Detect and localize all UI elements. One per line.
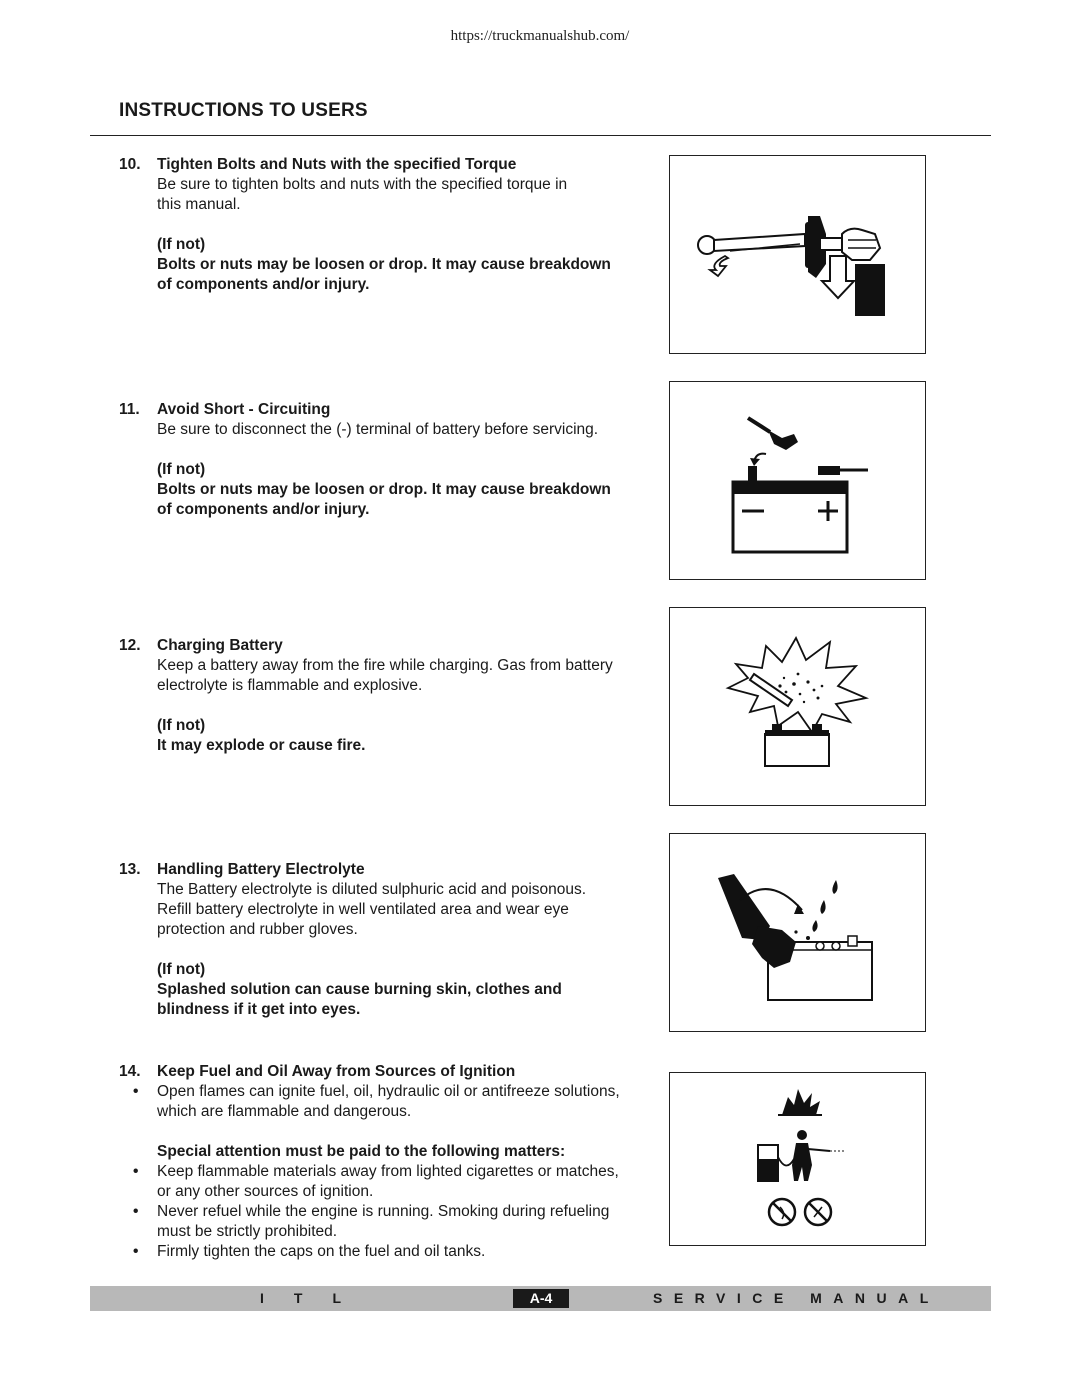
body-line: Be sure to disconnect the (-) terminal of battery before servicing.: [157, 421, 599, 438]
if-not-label: (If not): [157, 717, 206, 734]
attention-heading: Special attention must be paid to the following matters:: [157, 1143, 566, 1160]
body-line: Keep a battery away from the fire while charging. Gas from battery: [157, 657, 613, 674]
section-heading: Charging Battery: [157, 637, 283, 654]
consequence-line: Splashed solution can cause burning skin, clothes and: [157, 981, 562, 998]
footer-bar: [90, 1286, 991, 1311]
battery-explosion-icon: [669, 607, 926, 806]
section-heading: Handling Battery Electrolyte: [157, 861, 365, 878]
bullet-line: which are flammable and dangerous.: [157, 1103, 412, 1120]
electrolyte-splash-icon: [669, 833, 926, 1032]
section-number: 10.: [119, 156, 141, 173]
bullet-item: [133, 1082, 627, 1122]
bullet-item: [133, 1202, 627, 1242]
if-not-label: (If not): [157, 961, 206, 978]
bullet-line: Keep flammable materials away from lighted cigarettes or matches,: [157, 1163, 619, 1180]
section-heading: Keep Fuel and Oil Away from Sources of Ignition: [157, 1063, 516, 1080]
body-line: electrolyte is flammable and explosive.: [157, 677, 423, 694]
bullet-line: Firmly tighten the caps on the fuel and oil tanks.: [157, 1243, 486, 1260]
footer-manual-title: SERVICE MANUAL: [653, 1290, 940, 1306]
body-line: Refill battery electrolyte in well ventilated area and wear eye: [157, 901, 569, 918]
bullet-item: [133, 1162, 627, 1202]
bullet-line: Open flames can ignite fuel, oil, hydraulic oil or antifreeze solutions,: [157, 1083, 620, 1100]
section-number: 14.: [119, 1063, 141, 1080]
section-11: [119, 400, 619, 530]
section-heading: Tighten Bolts and Nuts with the specified Torque: [157, 156, 517, 173]
consequence-line: Bolts or nuts may be loosen or drop. It may cause breakdown: [157, 481, 611, 498]
battery-terminal-icon: [669, 381, 926, 580]
section-number: 11.: [119, 401, 140, 418]
body-line: protection and rubber gloves.: [157, 921, 358, 938]
section-heading: Avoid Short - Circuiting: [157, 401, 331, 418]
fuel-ignition-icon: [669, 1072, 926, 1246]
bullet-item: [133, 1242, 627, 1262]
bullet-glyph: •: [133, 1243, 139, 1260]
section-number: 13.: [119, 861, 141, 878]
footer-company: ITL: [260, 1290, 371, 1306]
bullet-glyph: •: [133, 1163, 139, 1180]
torque-wrench-icon: [669, 155, 926, 354]
page-number: A-4: [513, 1289, 569, 1308]
section-number: 12.: [119, 637, 141, 654]
consequence-line: blindness if it get into eyes.: [157, 1001, 361, 1018]
body-line: Be sure to tighten bolts and nuts with the specified torque in: [157, 176, 568, 193]
consequence-line: of components and/or injury.: [157, 276, 370, 293]
bullet-glyph: •: [133, 1203, 139, 1220]
consequence-line: Bolts or nuts may be loosen or drop. It may cause breakdown: [157, 256, 611, 273]
bullet-glyph: •: [133, 1083, 139, 1100]
body-line: this manual.: [157, 196, 241, 213]
section-12: [119, 636, 619, 766]
section-14: [119, 1062, 619, 1267]
section-13: [119, 860, 619, 1025]
consequence-line: It may explode or cause fire.: [157, 737, 366, 754]
bullet-line: must be strictly prohibited.: [157, 1223, 338, 1240]
bullet-line: Never refuel while the engine is running. Smoking during refueling: [157, 1203, 610, 1220]
source-url: https://truckmanualshub.com/: [450, 28, 630, 44]
bullet-line: or any other sources of ignition.: [157, 1183, 374, 1200]
if-not-label: (If not): [157, 236, 206, 253]
title-rule: [90, 135, 991, 136]
if-not-label: (If not): [157, 461, 206, 478]
consequence-line: of components and/or injury.: [157, 501, 370, 518]
page-title: INSTRUCTIONS TO USERS: [119, 100, 368, 121]
section-10: [119, 155, 619, 305]
body-line: The Battery electrolyte is diluted sulphuric acid and poisonous.: [157, 881, 587, 898]
